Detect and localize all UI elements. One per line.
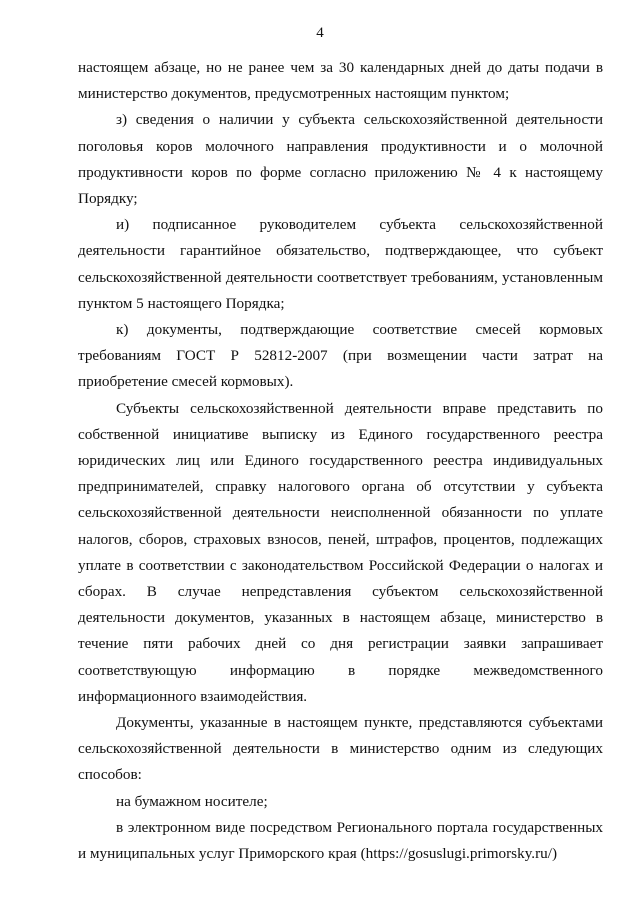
paragraph-item-k: к) документы, подтверждающие соответствие смесей кормовых требованиям ГОСТ Р 52812-2007 (при возмещении части затрат на приобретение смесей кормовых). xyxy=(78,321,603,391)
paragraph-own-initiative: Субъекты сельскохозяйственной деятельности вправе представить по собственной инициативе выписку из Единого государственного реестра юридических лиц или Единого государственного реестра индивидуальных предпринимателей, справку налогового органа об отсутствии у субъекта сельскохозяйственной деятельности неисполненной обязанности по уплате налогов, сборов, страховых взносов, пеней, штрафов, процентов, подлежащих уплате в соответствии с законодательством Российской Федерации о налогах и сборах. В случае непредставления субъектом сельскохозяйственной деятельности документов, указанных в настоящем абзаце, министерство в течение пяти рабочих дней со дня регистрации заявки запрашивает соответствующую информацию в порядке межведомственного информационного взаимодействия. xyxy=(78,399,603,705)
paragraph-submission-methods: Документы, указанные в настоящем пункте, представляются субъектами сельскохозяйственной деятельности в министерство одним из следующих способов: xyxy=(78,714,603,784)
document-body xyxy=(78,55,603,867)
paragraph-continuation: настоящем абзаце, но не ранее чем за 30 календарных дней до даты подачи в министерство документов, предусмотренных настоящим пунктом; xyxy=(78,59,603,103)
paragraph-paper-method: на бумажном носителе; xyxy=(116,792,268,810)
page-number: 4 xyxy=(316,25,324,41)
paragraph-electronic-method: в электронном виде посредством Регионального портала государственных и муниципальных услуг Приморского края (https://gosuslugi.primorsky.ru/) xyxy=(78,818,603,863)
paragraph-item-z: з) сведения о наличии у субъекта сельскохозяйственной деятельности поголовья коров молочного направления продуктивности и о молочной продуктивности коров по форме согласно приложению № 4 к настоящему Порядку; xyxy=(78,111,603,208)
paragraph-item-i: и) подписанное руководителем субъекта сельскохозяйственной деятельности гарантийное обязательство, подтверждающее, что субъект сельскохозяйственной деятельности соответствует требованиям, установленным пунктом 5 настоящего Порядка; xyxy=(78,216,603,312)
